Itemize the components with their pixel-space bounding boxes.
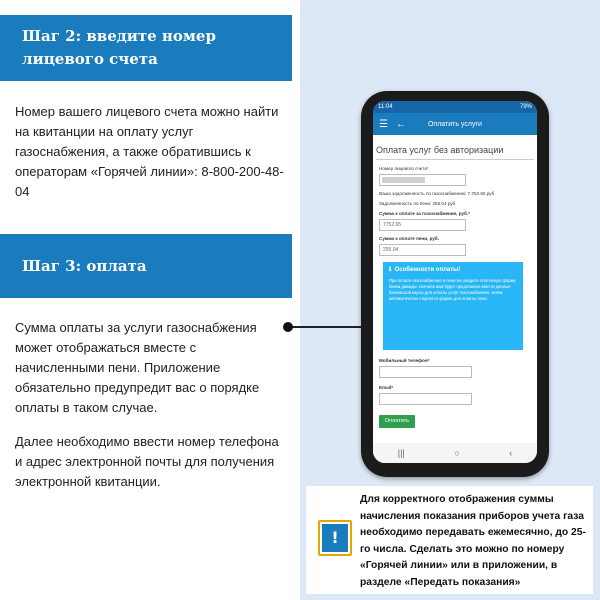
payment-form: [373, 135, 537, 428]
warning-icon: [318, 520, 352, 556]
nav-home-icon[interactable]: ○: [454, 448, 460, 458]
pay-button[interactable]: Оплатить: [379, 415, 415, 428]
app-bar: [373, 113, 537, 135]
account-label: Номер лицевого счета*: [379, 166, 429, 171]
status-battery: 79%: [519, 104, 532, 110]
screen-title: Оплата услуг без авторизации: [376, 135, 534, 160]
phone-screen: [373, 101, 537, 463]
payment-info-box: [383, 262, 523, 350]
step2-description: Номер вашего лицевого счета можно найти на квитанции на оплату услуг газоснабжения, а также обратившись к операторам «Горячей линии»: 8-800-200-48-04: [15, 104, 284, 199]
phone-mockup: [361, 91, 549, 477]
notice-box: [306, 486, 593, 594]
info-title-text: Особенности оплаты!: [394, 267, 461, 273]
warning-icon-mark: !: [322, 524, 348, 552]
step3-header: [0, 234, 292, 298]
debt-line: Ваша задолженность по газоснабжению: 7,752.65 руб: [379, 191, 495, 196]
app-bar-title: Оплатить услуги: [427, 120, 482, 128]
phone-field[interactable]: [379, 366, 472, 378]
email-field[interactable]: [379, 393, 472, 405]
account-field-fill: [382, 177, 425, 183]
status-bar: [373, 101, 537, 113]
menu-icon[interactable]: ☰: [379, 118, 388, 130]
step2-header-text: Шаг 2: введите номер лицевого счета: [22, 27, 216, 68]
penalty-sum-label: Сумма к оплате пени, руб.: [379, 236, 439, 241]
status-time: 11:04: [378, 104, 393, 110]
account-field[interactable]: [379, 174, 466, 186]
back-arrow-icon[interactable]: ←: [395, 118, 406, 130]
gas-sum-field[interactable]: 7752.65: [379, 219, 466, 231]
nav-recent-icon[interactable]: |||: [397, 448, 405, 458]
step2-header: [0, 15, 292, 81]
phone-label: Мобильный телефон*: [379, 358, 430, 363]
nav-back-icon[interactable]: ‹: [509, 448, 513, 458]
step3-description-2: Далее необходимо ввести номер телефона и адрес электронной почты для получения электронной квитанции.: [15, 434, 279, 489]
info-text: При оплате газоснабжения и пени вы увидите платежную форму банка дважды: сначала вам будет предложено ввести данные банковской карты для оплаты услуг газоснабжения, затем автоматически откроется форма для оплаты пени.: [389, 278, 516, 301]
android-nav-bar: [373, 443, 537, 463]
penalty-line: Задолженность по пени: 255.04 руб: [379, 201, 456, 206]
info-icon: ℹ: [389, 267, 392, 273]
info-title: [389, 266, 517, 273]
step3-description: Сумма оплаты за услуги газоснабжения может отображаться вместе с начисленными пени. Приложение обязательно предупредит вас о порядке оплаты в таком случае.: [15, 320, 260, 415]
email-label: Email*: [379, 385, 394, 390]
gas-sum-label: Сумма к оплате за газоснабжение, руб.*: [379, 211, 470, 216]
notice-text: Для корректного отображения суммы начисления показания приборов учета газа необходимо передавать ежемесячно, до 25-го числа. Сделать это можно по номеру «Горячей линии» или в приложении, в разделе «Передать показания»: [360, 494, 586, 588]
connector-dot: [283, 322, 293, 332]
step3-header-text: Шаг 3: оплата: [22, 256, 147, 275]
penalty-sum-field[interactable]: 255.04: [379, 244, 466, 256]
